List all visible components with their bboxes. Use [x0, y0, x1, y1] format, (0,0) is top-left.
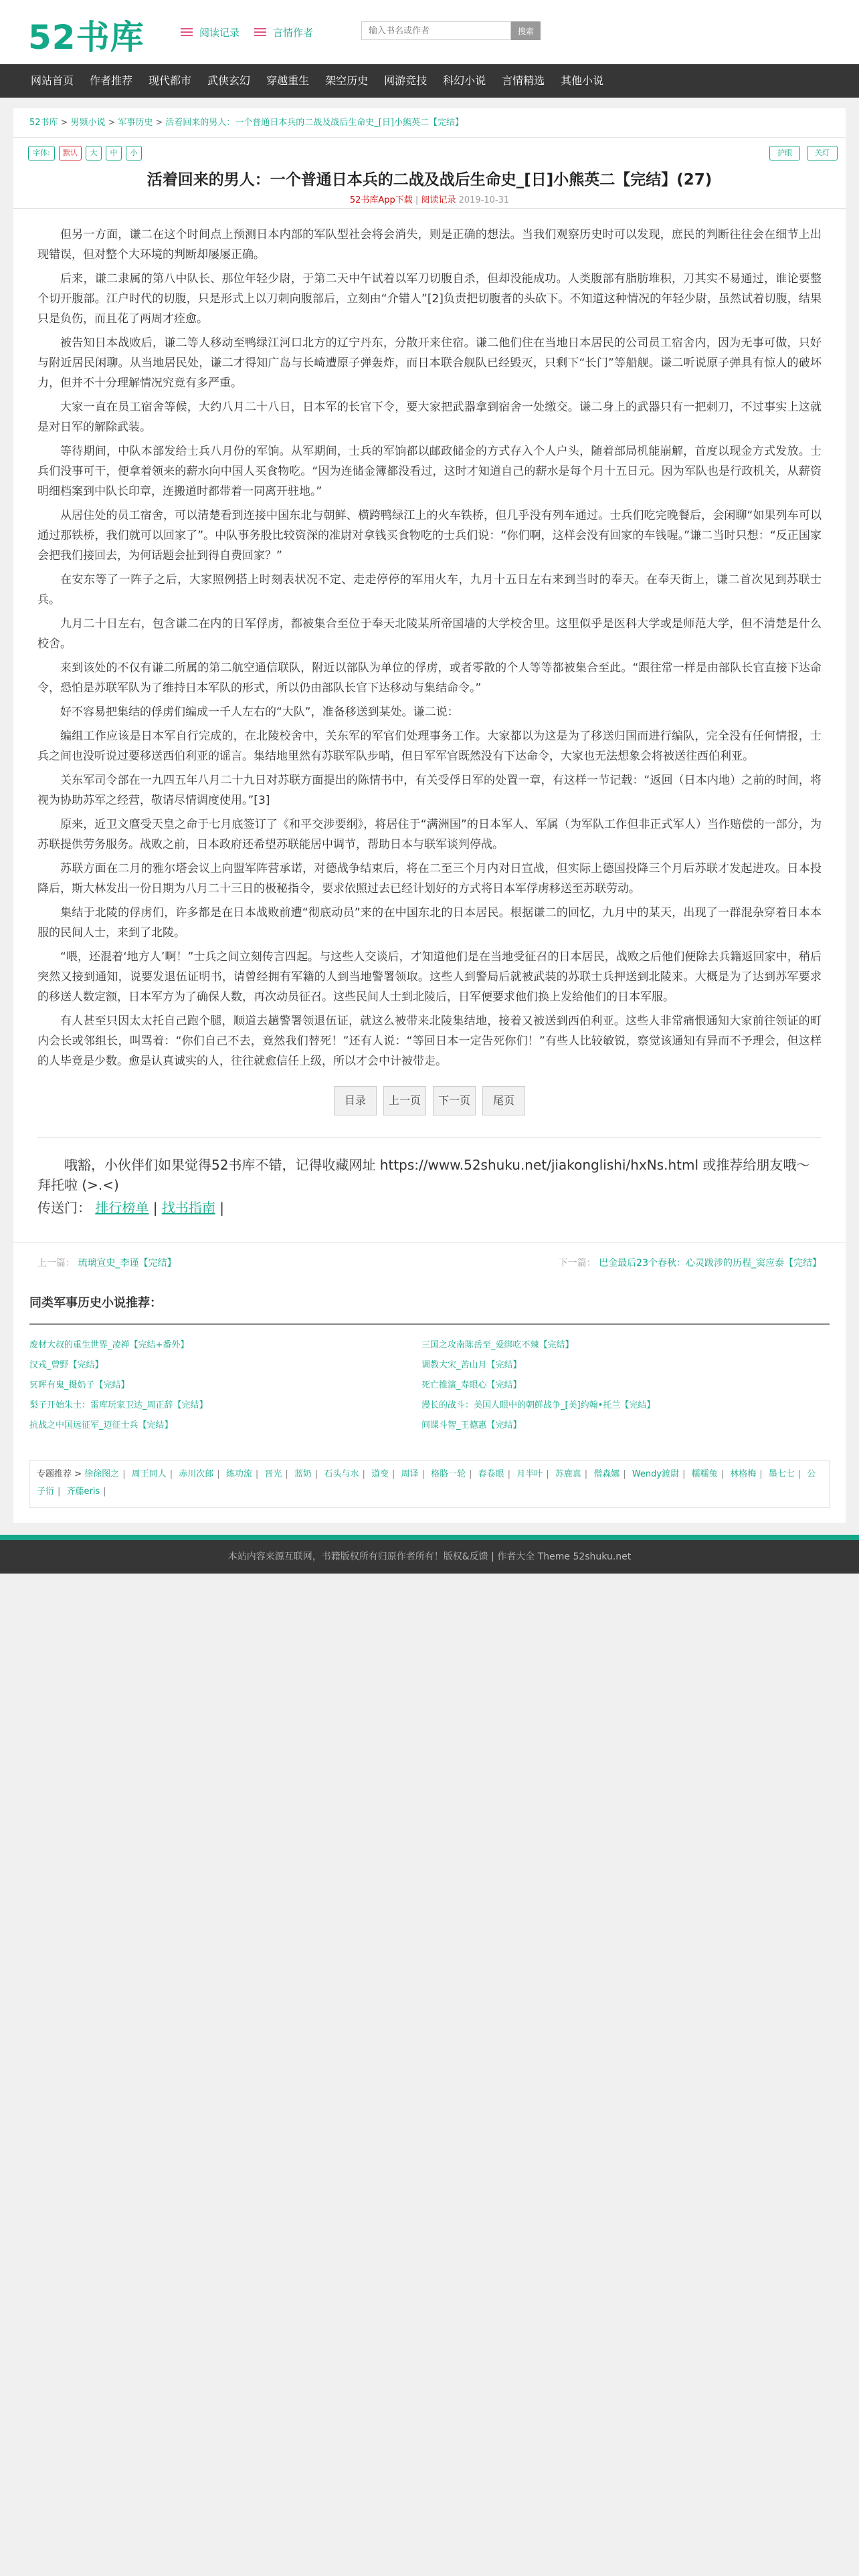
prev-article-link[interactable]: 琉璃宣史_李谨【完结】 [78, 1258, 177, 1269]
tag-link[interactable]: 格胳一轮 [431, 1469, 466, 1479]
recommend-list [29, 1325, 830, 1448]
tag-link[interactable]: Wendy渡尉 [632, 1469, 680, 1479]
recommend-title: 同类军事历史小说推荐： [29, 1283, 830, 1325]
breadcrumb-home[interactable]: 52书库 [29, 118, 58, 128]
portal-separator: | [219, 1200, 224, 1216]
list-icon [254, 28, 266, 37]
prev-article [37, 1243, 176, 1283]
tag-link[interactable]: 练功流 [225, 1469, 252, 1479]
breadcrumb-separator: > [108, 118, 116, 128]
nav-rebirth[interactable]: 穿越重生 [266, 74, 310, 87]
site-footer: 本站内容来源互联网，书籍版权所有归原作者所有！版权&反馈 | 作者大全 Theme 52shuku.net [0, 1540, 859, 1574]
prev-page-button[interactable]: 上一页 [383, 1086, 426, 1115]
next-page-button[interactable]: 下一页 [433, 1086, 476, 1115]
breadcrumb [13, 108, 846, 138]
portal-separator: | [153, 1200, 158, 1216]
paragraph: 好不容易把集结的俘虏们编成一千人左右的“大队”，准备移送到某处。谦二说： [60, 706, 459, 719]
recommend-item[interactable]: 漫长的战斗：美国人眼中的朝鲜战争_[美]约翰•托兰【完结】 [421, 1400, 656, 1410]
nav-home[interactable]: 网站首页 [31, 74, 74, 87]
tag-link[interactable]: 僧森娜 [593, 1469, 620, 1479]
tag-link[interactable]: 道变 [371, 1469, 389, 1479]
font-medium-button[interactable]: 中 [106, 146, 122, 160]
paragraph: 九月二十日左右，包含谦二在内的日军俘虏，都被集合至位于奉天北陵某所帝国墙的大学校舍里。这里似乎是医科大学或是师范大学，但不清楚是什么校舍。 [37, 617, 822, 651]
main-content [13, 108, 846, 1523]
recommend-item[interactable]: 汉戎_曾野【完结】 [29, 1360, 104, 1370]
tag-link[interactable]: 糯糯兔 [691, 1469, 718, 1479]
reading-record-link[interactable] [181, 25, 240, 39]
site-header [0, 0, 859, 64]
tag-link[interactable]: 公子衍 [37, 1469, 816, 1497]
chapter-title: 活着回来的男人：一个普通日本兵的二战及战后生命史_[日]小熊英二【完结】(27) [147, 171, 712, 189]
paragraph: 集结于北陵的俘虏们，许多都是在日本战败前遭“彻底动员”来的在中国东北的日本居民。根据谦二的回忆，九月中的某天，出现了一群混杂穿着日本本服的民间人士，来到了北陵。 [37, 906, 822, 940]
tag-link[interactable]: 晋光 [264, 1469, 282, 1479]
recommend-section [13, 1283, 846, 1448]
paragraph: 关东军司令部在一九四五年八月二十九日对苏联方面提出的陈情书中，有关受俘日军的处置一章，有这样一节记载：“返回（日本内地）之前的时间，将视为协助苏军之经营，敬请尽情调度使用。”[3] [37, 774, 822, 807]
tag-link[interactable]: 齐藤eris [66, 1487, 100, 1497]
nav-other[interactable]: 其他小说 [561, 74, 604, 87]
nav-romance[interactable]: 言情精选 [502, 74, 545, 87]
bottom-spacer [13, 1508, 846, 1523]
book-guide-link[interactable]: 找书指南 [161, 1200, 215, 1216]
recommend-item[interactable]: 死亡推演_寿眼心【完结】 [421, 1380, 522, 1390]
paragraph: 从居住处的员工宿舍，可以清楚看到连接中国东北与朝鲜、横跨鸭绿江上的火车铁桥，但几乎没有列车通过。士兵们吃完晚餐后，会闲聊“如果列车可以通过那铁桥，我们就可以回家了”。中队事务股比较资深的准尉对拿钱买食物吃的士兵们说：“你们啊，这样会没有回家的车钱喔。”谦二当时只想：“反正国家会把我们接回去，为何话题会扯到得自费回家？” [37, 509, 822, 562]
toc-button[interactable]: 目录 [334, 1086, 377, 1115]
recommend-item[interactable]: 三国之攻南陈岳至_爱绑吃不辣【完结】 [421, 1340, 574, 1350]
nav-author-recommend[interactable]: 作者推荐 [90, 74, 133, 87]
romance-author-label: 言情作者 [273, 27, 314, 39]
portal-links [37, 1198, 822, 1242]
topic-tags: 专题推荐 > 徐徐图之 | 周王同人 | 赤川次郎 | 练功流 | 晋光 | 蓝奶 | 石头与水 | 道变 | 周译 | 格胳一轮 | 春卷眼 | 月半叶 | 苏鹿真 | 僧森娜 | Wendy渡尉 | 糯糯兔 | 林格梅 | 墨七七 | 公子衍 | 齐藤eris | [29, 1460, 830, 1508]
eye-care-button[interactable]: 护眼 [769, 146, 800, 160]
tag-link[interactable]: 墨七七 [768, 1469, 795, 1479]
tag-link[interactable]: 周译 [401, 1469, 419, 1479]
font-default-button[interactable]: 默认 [59, 146, 82, 160]
chapter-meta [13, 193, 846, 205]
portal-label: 传送门： [37, 1200, 91, 1216]
nav-history[interactable]: 架空历史 [325, 74, 369, 87]
app-download-link[interactable]: 52书库App下载 [349, 195, 413, 205]
bookmark-notice [13, 1138, 846, 1242]
tag-link[interactable]: 赤川次郎 [179, 1469, 214, 1479]
chapter-header [13, 138, 846, 209]
breadcrumb-separator: > [60, 118, 68, 128]
paragraph: “喂，还混着‘地方人’啊！”士兵之间立刻传言四起。与这些人交谈后，才知道他们是在当地受征召的日本居民，战败之后他们便除去兵籍返回家中，稍后突然又接到通知，说要发退伍证明书，请曾经拥有军籍的人到当地警署领取。这些人到警局后就被武装的苏联士兵押送到北陵来。大概是为了达到苏军要求的移送人数定额，日本军方为了确保人数，再次动员征召。这些民间人士到北陵后，日军便要求他们换上发给他们的日本军服。 [37, 950, 822, 1004]
recommend-item[interactable]: 冥晖有鬼_摄奶子【完结】 [29, 1380, 130, 1390]
nav-games[interactable]: 网游竞技 [384, 74, 427, 87]
rank-list-link[interactable]: 排行榜单 [95, 1200, 149, 1216]
paragraph: 编组工作应该是日本军自行完成的，在北陵校舍中，关东军的军官们处理事务工作。大家都以为这是为了移送归国而进行编队，完全没有任何情报，士兵之间也没听说过要移送西伯利亚的谣言。集结地里然有苏联军队步哨，但日军军官既然没有下达命令，大家也无法想象会将被送往西伯利亚。 [37, 730, 822, 763]
lights-off-button[interactable]: 关灯 [807, 146, 838, 160]
tag-link[interactable]: 林格梅 [730, 1469, 757, 1479]
notice-text: 哦豁，小伙伴们如果觉得52书库不错，记得收藏网址 https://www.52shuku.net/jiakonglishi/hxNs.html 或推荐给朋友哦～拜托啦 (>.<) [37, 1157, 810, 1193]
reading-record-label: 阅读记录 [199, 27, 240, 39]
tags-label: 专题推荐 > [37, 1469, 85, 1479]
search-input[interactable] [361, 21, 511, 40]
tag-link[interactable]: 徐徐图之 [84, 1469, 120, 1479]
recommend-item[interactable]: 间谍斗智_王德惠【完结】 [421, 1420, 522, 1430]
romance-author-link[interactable] [254, 25, 313, 39]
footer-accent-bar [0, 1535, 859, 1540]
publish-date: 2019-10-31 [458, 195, 510, 205]
tag-link[interactable]: 苏鹿真 [555, 1469, 581, 1479]
font-label: 字体: [28, 146, 55, 160]
nav-urban[interactable]: 现代都市 [149, 74, 192, 87]
search-button[interactable]: 搜索 [511, 21, 541, 40]
last-page-button[interactable]: 尾页 [482, 1086, 525, 1115]
paragraph: 苏联方面在二月的雅尔塔会议上向盟军阵营承诺，对德战争结束后，将在二至三个月内对日宣战，但实际上德国投降三个月后苏联才发起进攻。日本投降后，斯大林发出一份日期为八月二十三日的极秘指令，要求依照过去已经计划好的方式将日本军俘虏移送至苏联劳动。 [37, 862, 822, 895]
paragraph: 有人甚至只因太太托自己跑个腿，顺道去趟警署领退伍证，就这么被带来北陵集结地，接着又被送到西伯利亚。这些人非常痛恨通知大家前往领证的町内会长或邻组长，叫骂着：“你们自己不去，竟然我们替死！”还有人说：“等回日本一定告死你们！”有些人比较敏锐，察觉该通知有异而不予理会，但这样的人毕竟是少数。愈是认真诚实的人，往往就愈信任上级，所以才会中计被带走。 [37, 1014, 822, 1068]
site-logo[interactable]: 52书库 [28, 18, 145, 57]
tag-link[interactable]: 月半叶 [516, 1469, 543, 1479]
next-article-link[interactable]: 巴金最后23个春秋：心灵跋涉的历程_窦应泰【完结】 [599, 1258, 822, 1269]
recommend-item[interactable]: 梨子开始朱土：雷库玩家卫达_周正辞【完结】 [29, 1400, 208, 1410]
paragraph: 来到该处的不仅有谦二所属的第二航空通信联队，附近以部队为单位的俘虏，或者零散的个人等等都被集合至此。“跟往常一样是由部队长官直接下达命令，恐怕是苏联军队为了维持日本军队的形式，所以仍由部队长官下达移动与集结命令。” [37, 661, 822, 695]
tag-link[interactable]: 石头与水 [324, 1469, 359, 1479]
prev-article-label: 上一篇： [37, 1258, 75, 1269]
recommend-item[interactable]: 抗战之中国远征军_迈征士兵【完结】 [29, 1420, 173, 1430]
tag-link[interactable]: 春卷眼 [478, 1469, 504, 1479]
tag-link[interactable]: 周王同人 [131, 1469, 167, 1479]
nav-wuxia[interactable]: 武侠玄幻 [207, 74, 251, 87]
breadcrumb-category[interactable]: 男频小说 [70, 118, 106, 128]
paragraph: 原来，近卫文麿受天皇之命于七月底签订了《和平交涉要纲》，将居住于“满洲国”的日本军人、军属（为军队工作但非正式军人）当作赔偿的一部分，为苏联提供劳务服务。战败之前，日本政府还希望苏联能居中调节，帮助日本与联军谈判停战。 [37, 818, 822, 851]
paragraph: 被告知日本战败后，谦二等人移动至鸭绿江河口北方的辽宁丹东，分散开来住宿。谦二他们住在当地日本居民的公司员工宿舍内，因为无事可做，只好与附近居民闲聊。从当地居民处，谦二才得知广岛与长崎遭原子弹轰炸，而日本联合舰队已经毁灭，只剩下“长门”等船舰。谦二听说原子弹具有惊人的破坏力，但并不十分理解情况究竟有多严重。 [37, 336, 822, 390]
breadcrumb-subcategory[interactable]: 军事历史 [118, 118, 153, 128]
meta-divider: | [415, 195, 419, 205]
chapter-text [13, 209, 846, 1071]
main-nav [0, 64, 859, 98]
font-large-button[interactable]: 大 [86, 146, 102, 160]
font-small-button[interactable]: 小 [126, 146, 142, 160]
paragraph: 在安东等了一阵子之后，大家照例搭上时刻表状况不定、走走停停的军用火车，九月十五日左右来到当时的奉天。在奉天街上，谦二首次见到苏联士兵。 [37, 573, 822, 607]
recommend-item[interactable]: 废材大叔的重生世界_凌禅【完结+番外】 [29, 1340, 189, 1350]
paragraph: 大家一直在员工宿舍等候，大约八月二十八日，日本军的长官下令，要大家把武器拿到宿舍一处缴交。谦二身上的武器只有一把刺刀，不过事实上这就是对日军的解除武装。 [37, 401, 822, 434]
nav-scifi[interactable]: 科幻小说 [443, 74, 486, 87]
recommend-item[interactable]: 调教大宋_苦山月【完结】 [421, 1360, 522, 1370]
chapter-pager [37, 1086, 822, 1138]
list-icon [181, 28, 193, 37]
next-article-label: 下一篇： [558, 1258, 596, 1269]
search-box [361, 21, 541, 40]
prev-next-articles [13, 1242, 846, 1283]
next-article [559, 1243, 822, 1283]
paragraph: 后来，谦二隶属的第八中队长、那位年轻少尉，于第二天中午试着以军刀切腹自杀，但却没能成功。人类腹部有脂肪堆积，刀其实不易通过，谁论要整个切开腹部。江户时代的切腹，只是形式上以刀刺向腹部后，立刻由“介错人”[2]负责把切腹者的头砍下。不知道这种情况的年轻少尉，虽然试着切腹，结果只是负伤，而且花了两周才痊愈。 [37, 272, 822, 326]
paragraph: 等待期间，中队本部发给士兵八月份的军饷。从军期间，士兵的军饷都以邮政储金的方式存入个人户头，随着部局机能崩解，首度以现金方式发放。士兵们没事可干，便拿着领来的薪水向中国人买食物吃。“因为连储金簿都没看过，这时才知道自己的薪水是每个月十五日元。因为军队也是行政机关，从薪资明细档案到中队长印章，连搬道时都带着一同离开驻地。” [37, 445, 822, 498]
breadcrumb-separator: > [155, 118, 163, 128]
tag-link[interactable]: 蓝奶 [294, 1469, 312, 1479]
reading-record-meta-link[interactable]: 阅读记录 [421, 195, 456, 205]
breadcrumb-current[interactable]: 活着回来的男人：一个普通日本兵的二战及战后生命史_[日]小熊英二【完结】 [165, 118, 464, 128]
paragraph: 但另一方面，谦二在这个时间点上预测日本内部的军队型社会将会消失，则是正确的想法。当我们观察历史时可以发现，庶民的判断往往会在细节上出现错误，但对整个大环境的判断却屡屡正确。 [37, 228, 822, 261]
